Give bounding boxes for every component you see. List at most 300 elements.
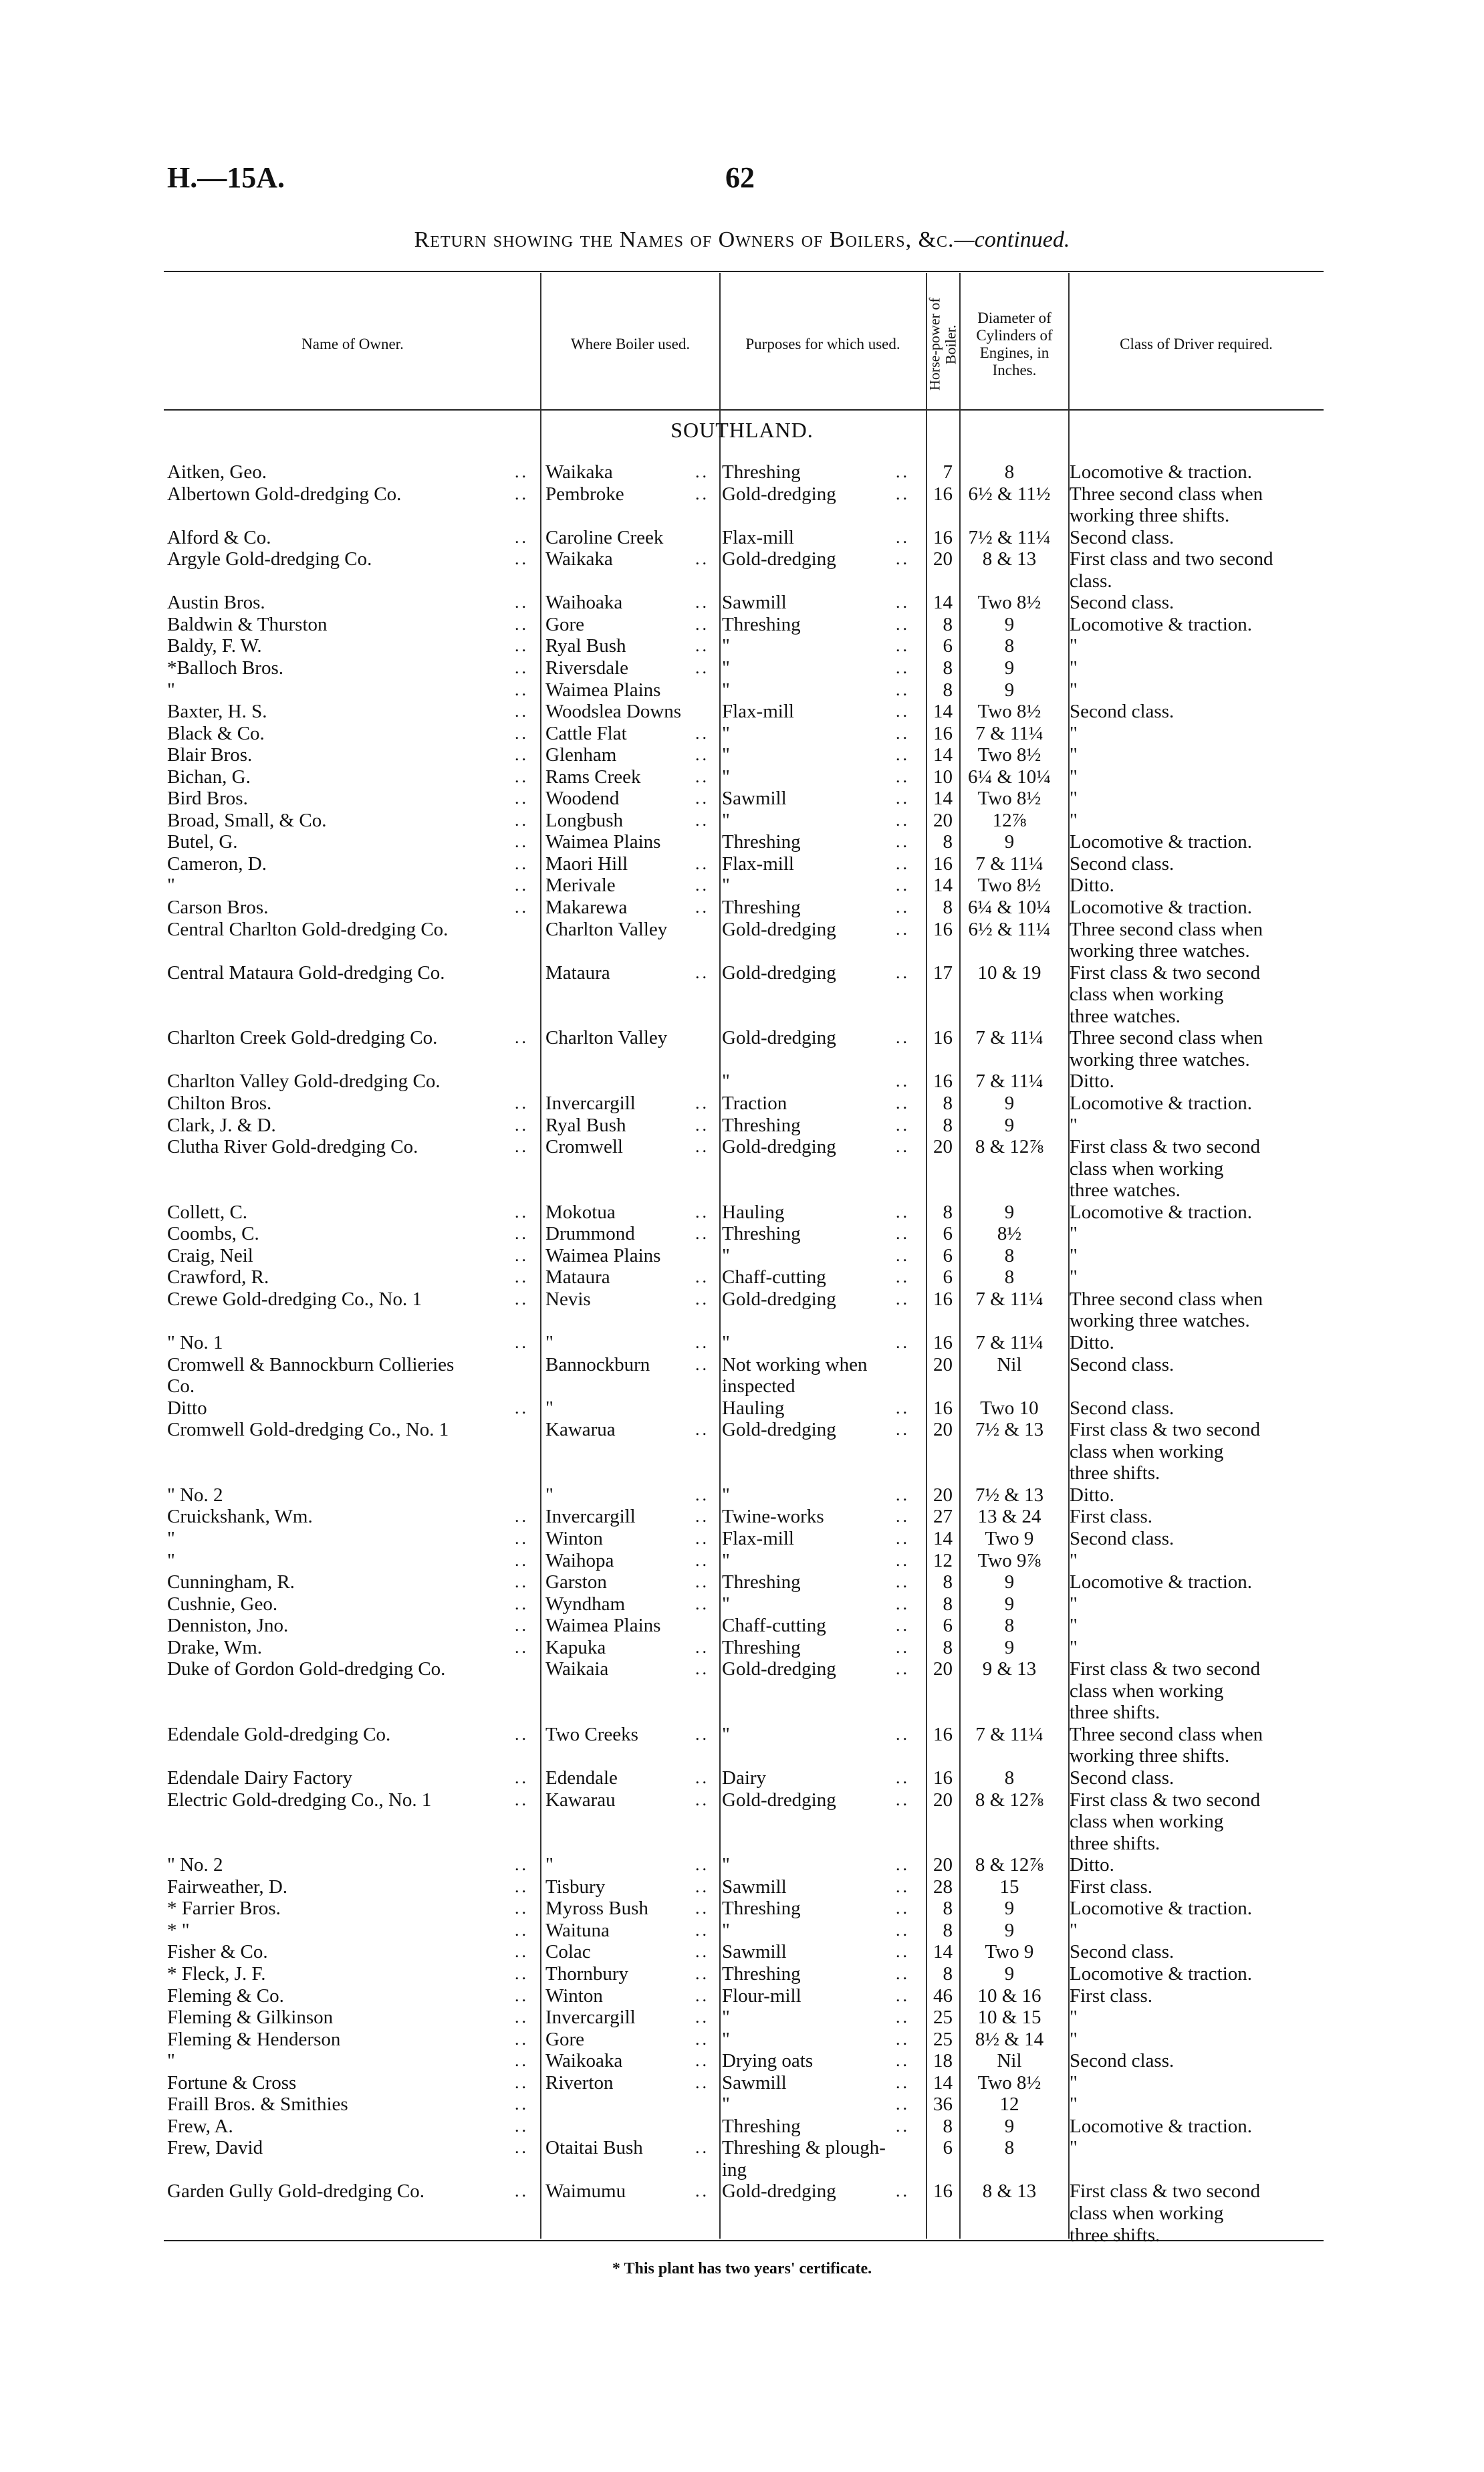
horse-power: 20 (933, 1136, 953, 1158)
table-row (0, 2072, 1484, 2094)
table-row (0, 1876, 1484, 1898)
boiler-location: Waikaka (545, 548, 613, 570)
cylinder-diameter: 9 (1004, 613, 1015, 635)
table-row (0, 897, 1484, 919)
horse-power: 7 (943, 461, 953, 483)
boiler-purpose: Gold-dredging (722, 1658, 836, 1680)
owner-name: " (167, 2050, 175, 2072)
boiler-purpose: Not working when (722, 1353, 868, 1375)
leader-dots: .. (695, 1963, 709, 1983)
leader-dots: .. (515, 614, 529, 634)
table-row (0, 766, 1484, 788)
boiler-purpose: Threshing (722, 613, 801, 635)
leader-dots: .. (695, 462, 709, 481)
leader-dots: .. (515, 1137, 529, 1157)
horse-power: 8 (943, 1092, 953, 1114)
owner-name: Broad, Small, & Co. (167, 809, 327, 831)
cylinder-diameter: 9 (1004, 1898, 1015, 1920)
boiler-purpose: Flax-mill (722, 701, 794, 723)
driver-class: " (1070, 1114, 1078, 1136)
owner-name: Coombs, C. (167, 1223, 259, 1245)
table-row (0, 505, 1484, 527)
horse-power: 8 (943, 1962, 953, 1985)
owner-name: Clark, J. & D. (167, 1114, 276, 1136)
owner-name: Baxter, H. S. (167, 701, 267, 723)
leader-dots: .. (515, 1985, 529, 2005)
cylinder-diameter: 7 & 11¼ (975, 1723, 1043, 1745)
boiler-purpose: Drying oats (722, 2050, 814, 2072)
leader-dots: .. (695, 1855, 709, 1875)
horse-power: 20 (933, 1658, 953, 1680)
driver-class: three shifts. (1070, 2224, 1160, 2246)
horse-power: 12 (933, 1549, 953, 1571)
header-purpose: Purposes for which used. (745, 336, 900, 352)
table-row (0, 1006, 1484, 1028)
leader-dots: .. (695, 2051, 709, 2071)
table-row (0, 1071, 1484, 1093)
leader-dots: .. (896, 1202, 910, 1222)
boiler-purpose: Sawmill (722, 1876, 787, 1898)
driver-class: First class & two second (1070, 962, 1261, 984)
boiler-location: Wyndham (545, 1593, 626, 1615)
driver-class: Second class. (1070, 853, 1174, 875)
driver-class: " (1070, 635, 1078, 657)
owner-name: Fleming & Co. (167, 1985, 284, 2007)
driver-class: working three shifts. (1070, 505, 1230, 527)
cylinder-diameter: Nil (997, 1353, 1022, 1375)
cylinder-diameter: 6½ & 11½ (968, 483, 1051, 505)
horse-power: 10 (933, 766, 953, 788)
cylinder-diameter: Two 9⅞ (977, 1549, 1041, 1571)
table-row (0, 810, 1484, 832)
leader-dots: .. (896, 1876, 910, 1896)
driver-class: First class & two second (1070, 1136, 1261, 1158)
boiler-purpose: " (722, 635, 730, 657)
cylinder-diameter: 8 (1004, 1266, 1015, 1288)
boiler-purpose: inspected (722, 1375, 795, 1397)
table-row (0, 1920, 1484, 1942)
boiler-purpose: Gold-dredging (722, 918, 836, 940)
table-row (0, 875, 1484, 897)
owner-name: Fleming & Gilkinson (167, 2007, 334, 2029)
horse-power: 20 (933, 1854, 953, 1876)
leader-dots: .. (896, 1267, 910, 1287)
driver-class: class when working (1070, 1440, 1224, 1462)
leader-dots: .. (695, 1876, 709, 1896)
leader-dots: .. (515, 592, 529, 612)
driver-class: " (1070, 1636, 1078, 1658)
boiler-location: Myross Bush (545, 1898, 648, 1920)
owner-name: Cromwell Gold-dredging Co., No. 1 (167, 1419, 449, 1441)
leader-dots: .. (515, 1963, 529, 1983)
leader-dots: .. (896, 679, 910, 699)
leader-dots: .. (896, 527, 910, 547)
boiler-purpose: " (722, 2007, 730, 2029)
boiler-purpose: Sawmill (722, 1941, 787, 1963)
horse-power: 14 (933, 788, 953, 810)
boiler-purpose: Chaff-cutting (722, 1266, 826, 1288)
table-row (0, 1506, 1484, 1528)
driver-class: First class. (1070, 1985, 1153, 2007)
boiler-location: Invercargill (545, 2007, 636, 2029)
driver-class: " (1070, 1549, 1078, 1571)
boiler-purpose: Gold-dredging (722, 548, 836, 570)
horse-power: 20 (933, 1789, 953, 1811)
boiler-location: Waimea Plains (545, 1244, 661, 1266)
leader-dots: .. (695, 1898, 709, 1918)
driver-class: Locomotive & traction. (1070, 1201, 1253, 1223)
leader-dots: .. (695, 1484, 709, 1504)
table-row (0, 657, 1484, 679)
cylinder-diameter: 8 (1004, 635, 1015, 657)
boiler-location: Edendale (545, 1767, 618, 1789)
owner-name: Co. (167, 1375, 195, 1397)
table-row (0, 1484, 1484, 1506)
leader-dots: .. (896, 766, 910, 786)
cylinder-diameter: 12 (999, 2094, 1019, 2116)
cylinder-diameter: Two 8½ (977, 744, 1041, 766)
owner-name: Central Mataura Gold-dredging Co. (167, 962, 445, 984)
boiler-purpose: Threshing (722, 1636, 801, 1658)
driver-class: " (1070, 1266, 1078, 1288)
leader-dots: .. (896, 810, 910, 830)
leader-dots: .. (515, 1397, 529, 1418)
table-row (0, 1789, 1484, 1811)
cylinder-diameter: 7½ & 13 (975, 1484, 1044, 1506)
cylinder-diameter: Two 8½ (977, 875, 1041, 897)
table-row (0, 1767, 1484, 1789)
leader-dots: .. (515, 2007, 529, 2027)
leader-dots: .. (896, 723, 910, 743)
leader-dots: .. (515, 723, 529, 743)
cylinder-diameter: 6¼ & 10¼ (967, 897, 1052, 918)
table-row (0, 853, 1484, 875)
leader-dots: .. (896, 962, 910, 982)
table-row (0, 461, 1484, 483)
leader-dots: .. (896, 788, 910, 808)
table-row (0, 1179, 1484, 1202)
leader-dots: .. (896, 549, 910, 569)
cylinder-diameter: 7 & 11¼ (975, 722, 1043, 744)
horse-power: 17 (933, 962, 953, 984)
table-row (0, 1266, 1484, 1288)
boiler-location: " (545, 1484, 553, 1506)
owner-name: " (167, 1527, 175, 1549)
boiler-purpose: Hauling (722, 1397, 785, 1419)
driver-class: working three watches. (1070, 940, 1250, 962)
table-row (0, 592, 1484, 614)
boiler-location: Gore (545, 613, 584, 635)
table-row (0, 1245, 1484, 1267)
leader-dots: .. (695, 2007, 709, 2027)
driver-class: " (1070, 2094, 1078, 2116)
table-row (0, 548, 1484, 570)
table-row (0, 1375, 1484, 1397)
boiler-location: Tisbury (545, 1876, 606, 1898)
cylinder-diameter: 9 (1004, 1593, 1015, 1615)
table-row (0, 744, 1484, 766)
horse-power: 6 (943, 1244, 953, 1266)
leader-dots: .. (515, 549, 529, 569)
cylinder-diameter: Two 9 (985, 1527, 1034, 1549)
boiler-location: Garston (545, 1571, 607, 1593)
boiler-location: Mokotua (545, 1201, 616, 1223)
leader-dots: .. (896, 1789, 910, 1809)
driver-class: " (1070, 1223, 1078, 1245)
leader-dots: .. (515, 462, 529, 481)
driver-class: Second class. (1070, 701, 1174, 723)
table-row (0, 701, 1484, 723)
table-row (0, 1115, 1484, 1137)
boiler-location: Makarewa (545, 897, 628, 918)
page-heading (0, 227, 1484, 253)
driver-class: " (1070, 1919, 1078, 1941)
table-row (0, 570, 1484, 592)
owner-name: Fraill Bros. & Smithies (167, 2094, 348, 2116)
cylinder-diameter: 8 (1004, 1244, 1015, 1266)
boiler-purpose: Gold-dredging (722, 1136, 836, 1158)
horse-power: 16 (933, 1397, 953, 1419)
cylinder-diameter: Two 9 (985, 1941, 1034, 1963)
boiler-location: Rams Creek (545, 766, 641, 788)
driver-class: Three second class when (1070, 1723, 1263, 1745)
horse-power: 16 (933, 722, 953, 744)
leader-dots: .. (515, 1224, 529, 1244)
boiler-location: Ryal Bush (545, 635, 626, 657)
owner-name: Drake, Wm. (167, 1636, 262, 1658)
table-row (0, 1593, 1484, 1615)
table-row (0, 2007, 1484, 2029)
horse-power: 8 (943, 679, 953, 701)
driver-class: three shifts. (1070, 1832, 1160, 1854)
boiler-purpose: Chaff-cutting (722, 1615, 826, 1637)
table-row (0, 1332, 1484, 1354)
cylinder-diameter: 9 (1004, 1919, 1015, 1941)
cylinder-diameter: 12⅞ (992, 809, 1027, 831)
horse-power: 8 (943, 1201, 953, 1223)
horse-power: 6 (943, 635, 953, 657)
boiler-location: Waikoaka (545, 2050, 623, 2072)
horse-power: 25 (933, 2028, 953, 2050)
leader-dots: .. (896, 462, 910, 481)
boiler-location: Bannockburn (545, 1353, 650, 1375)
horse-power: 36 (933, 2094, 953, 2116)
leader-dots: .. (515, 679, 529, 699)
cylinder-diameter: 7 & 11¼ (975, 853, 1043, 875)
horse-power: 14 (933, 875, 953, 897)
owner-name: Aitken, Geo. (167, 461, 267, 483)
boiler-location: Otaitai Bush (545, 2137, 643, 2159)
leader-dots: .. (515, 1789, 529, 1809)
leader-dots: .. (515, 1593, 529, 1613)
driver-class: Locomotive & traction. (1070, 897, 1253, 918)
driver-class: First class & two second (1070, 1419, 1261, 1441)
leader-dots: .. (896, 1724, 910, 1744)
owner-name: Duke of Gordon Gold-dredging Co. (167, 1658, 446, 1680)
boiler-location: Waimea Plains (545, 831, 661, 853)
owner-name: Crewe Gold-dredging Co., No. 1 (167, 1288, 422, 1310)
driver-class: Locomotive & traction. (1070, 2115, 1253, 2137)
table-row (0, 1745, 1484, 1767)
boiler-purpose: " (722, 1919, 730, 1941)
cylinder-diameter: 9 (1004, 1201, 1015, 1223)
leader-dots: .. (695, 1137, 709, 1157)
horse-power: 8 (943, 657, 953, 679)
owner-name: Charlton Creek Gold-dredging Co. (167, 1027, 438, 1049)
cylinder-diameter: 7½ & 11¼ (968, 526, 1051, 548)
table-row (0, 679, 1484, 701)
table-row (0, 1310, 1484, 1332)
leader-dots: .. (695, 723, 709, 743)
cylinder-diameter: 9 (1004, 657, 1015, 679)
table-row (0, 2050, 1484, 2072)
leader-dots: .. (896, 1288, 910, 1309)
leader-dots: .. (896, 701, 910, 721)
boiler-location: Thornbury (545, 1962, 629, 1985)
table-row (0, 831, 1484, 853)
leader-dots: .. (515, 1615, 529, 1636)
cylinder-diameter: 6½ & 11¼ (968, 918, 1051, 940)
leader-dots: .. (695, 1115, 709, 1135)
leader-dots: .. (515, 1768, 529, 1787)
cylinder-diameter: 8½ & 14 (975, 2028, 1044, 2050)
leader-dots: .. (515, 2094, 529, 2114)
boiler-location: Gore (545, 2028, 584, 2050)
boiler-location: Kapuka (545, 1636, 606, 1658)
driver-class: Second class. (1070, 1941, 1174, 1963)
cylinder-diameter: Two 8½ (977, 788, 1041, 810)
leader-dots: .. (515, 853, 529, 873)
table-row (0, 1223, 1484, 1245)
leader-dots: .. (695, 1224, 709, 1244)
driver-class: three shifts. (1070, 1702, 1160, 1724)
leader-dots: .. (896, 745, 910, 765)
leader-dots: .. (515, 745, 529, 765)
table-row (0, 614, 1484, 636)
owner-name: Collett, C. (167, 1201, 248, 1223)
cylinder-diameter: 13 & 24 (977, 1506, 1041, 1528)
table-row (0, 1658, 1484, 1680)
header-where: Where Boiler used. (570, 336, 691, 352)
driver-class: Three second class when (1070, 1288, 1263, 1310)
cylinder-diameter: 10 & 16 (977, 1985, 1041, 2007)
leader-dots: .. (695, 766, 709, 786)
driver-class: " (1070, 1615, 1078, 1637)
horse-power: 27 (933, 1506, 953, 1528)
leader-dots: .. (896, 1985, 910, 2005)
cylinder-diameter: 8 & 13 (982, 548, 1037, 570)
leader-dots: .. (515, 1855, 529, 1875)
table-row (0, 1441, 1484, 1463)
boiler-purpose: " (722, 1854, 730, 1876)
boiler-location: Waimea Plains (545, 1615, 661, 1637)
horse-power: 8 (943, 613, 953, 635)
table-row (0, 1724, 1484, 1746)
owner-name: Butel, G. (167, 831, 238, 853)
owner-name: " No. 2 (167, 1484, 223, 1506)
leader-dots: .. (695, 2072, 709, 2092)
leader-dots: .. (896, 2116, 910, 2136)
table-row (0, 1680, 1484, 1702)
leader-dots: .. (695, 614, 709, 634)
table-row (0, 2180, 1484, 2203)
boiler-location: Waituna (545, 1919, 610, 1941)
driver-class: three watches. (1070, 1179, 1181, 1202)
boiler-location: Kawarua (545, 1419, 616, 1441)
boiler-purpose: Threshing (722, 1223, 801, 1245)
driver-class: " (1070, 1593, 1078, 1615)
leader-dots: .. (515, 897, 529, 917)
cylinder-diameter: 8 & 12⅞ (975, 1789, 1044, 1811)
driver-class: Locomotive & traction. (1070, 461, 1253, 483)
table-row (0, 962, 1484, 984)
leader-dots: .. (515, 810, 529, 830)
leader-dots: .. (695, 636, 709, 656)
horse-power: 8 (943, 897, 953, 918)
boiler-purpose: " (722, 744, 730, 766)
leader-dots: .. (695, 875, 709, 895)
horse-power: 14 (933, 592, 953, 614)
boiler-location: Longbush (545, 809, 623, 831)
owner-name: Denniston, Jno. (167, 1615, 289, 1637)
horse-power: 16 (933, 483, 953, 505)
leader-dots: .. (896, 2051, 910, 2071)
horse-power: 16 (933, 1288, 953, 1310)
leader-dots: .. (896, 832, 910, 852)
boiler-location: Waihoaka (545, 592, 623, 614)
boiler-purpose: Flax-mill (722, 1527, 794, 1549)
leader-dots: .. (515, 1572, 529, 1592)
driver-class: Ditto. (1070, 875, 1114, 897)
leader-dots: .. (896, 853, 910, 873)
table-row (0, 1136, 1484, 1158)
boiler-location: Ryal Bush (545, 1114, 626, 1136)
leader-dots: .. (896, 657, 910, 677)
leader-dots: .. (695, 897, 709, 917)
horse-power: 16 (933, 2180, 953, 2203)
driver-class: Locomotive & traction. (1070, 831, 1253, 853)
leader-dots: .. (896, 2181, 910, 2201)
driver-class: First class. (1070, 1506, 1153, 1528)
leader-dots: .. (515, 2181, 529, 2201)
leader-dots: .. (896, 1898, 910, 1918)
boiler-purpose: " (722, 766, 730, 788)
owner-name: Fortune & Cross (167, 2071, 297, 2094)
table-row (0, 1637, 1484, 1659)
horse-power: 16 (933, 918, 953, 940)
boiler-location: Charlton Valley (545, 918, 668, 940)
leader-dots: .. (896, 897, 910, 917)
leader-dots: .. (515, 1528, 529, 1548)
leader-dots: .. (695, 1920, 709, 1940)
cylinder-diameter: 8½ (997, 1223, 1022, 1245)
header-class: Class of Driver required. (1120, 336, 1273, 352)
leader-dots: .. (896, 2007, 910, 2027)
leader-dots: .. (515, 1637, 529, 1657)
owner-name: " No. 2 (167, 1854, 223, 1876)
table-row (0, 984, 1484, 1006)
table-row (0, 1397, 1484, 1420)
boiler-purpose: " (722, 2028, 730, 2050)
boiler-location: Invercargill (545, 1092, 636, 1114)
leader-dots: .. (695, 1202, 709, 1222)
leader-dots: .. (515, 1506, 529, 1527)
leader-dots: .. (695, 745, 709, 765)
boiler-purpose: " (722, 1549, 730, 1571)
boiler-purpose: " (722, 1071, 730, 1093)
cylinder-diameter: 9 (1004, 831, 1015, 853)
cylinder-diameter: 8 (1004, 1615, 1015, 1637)
